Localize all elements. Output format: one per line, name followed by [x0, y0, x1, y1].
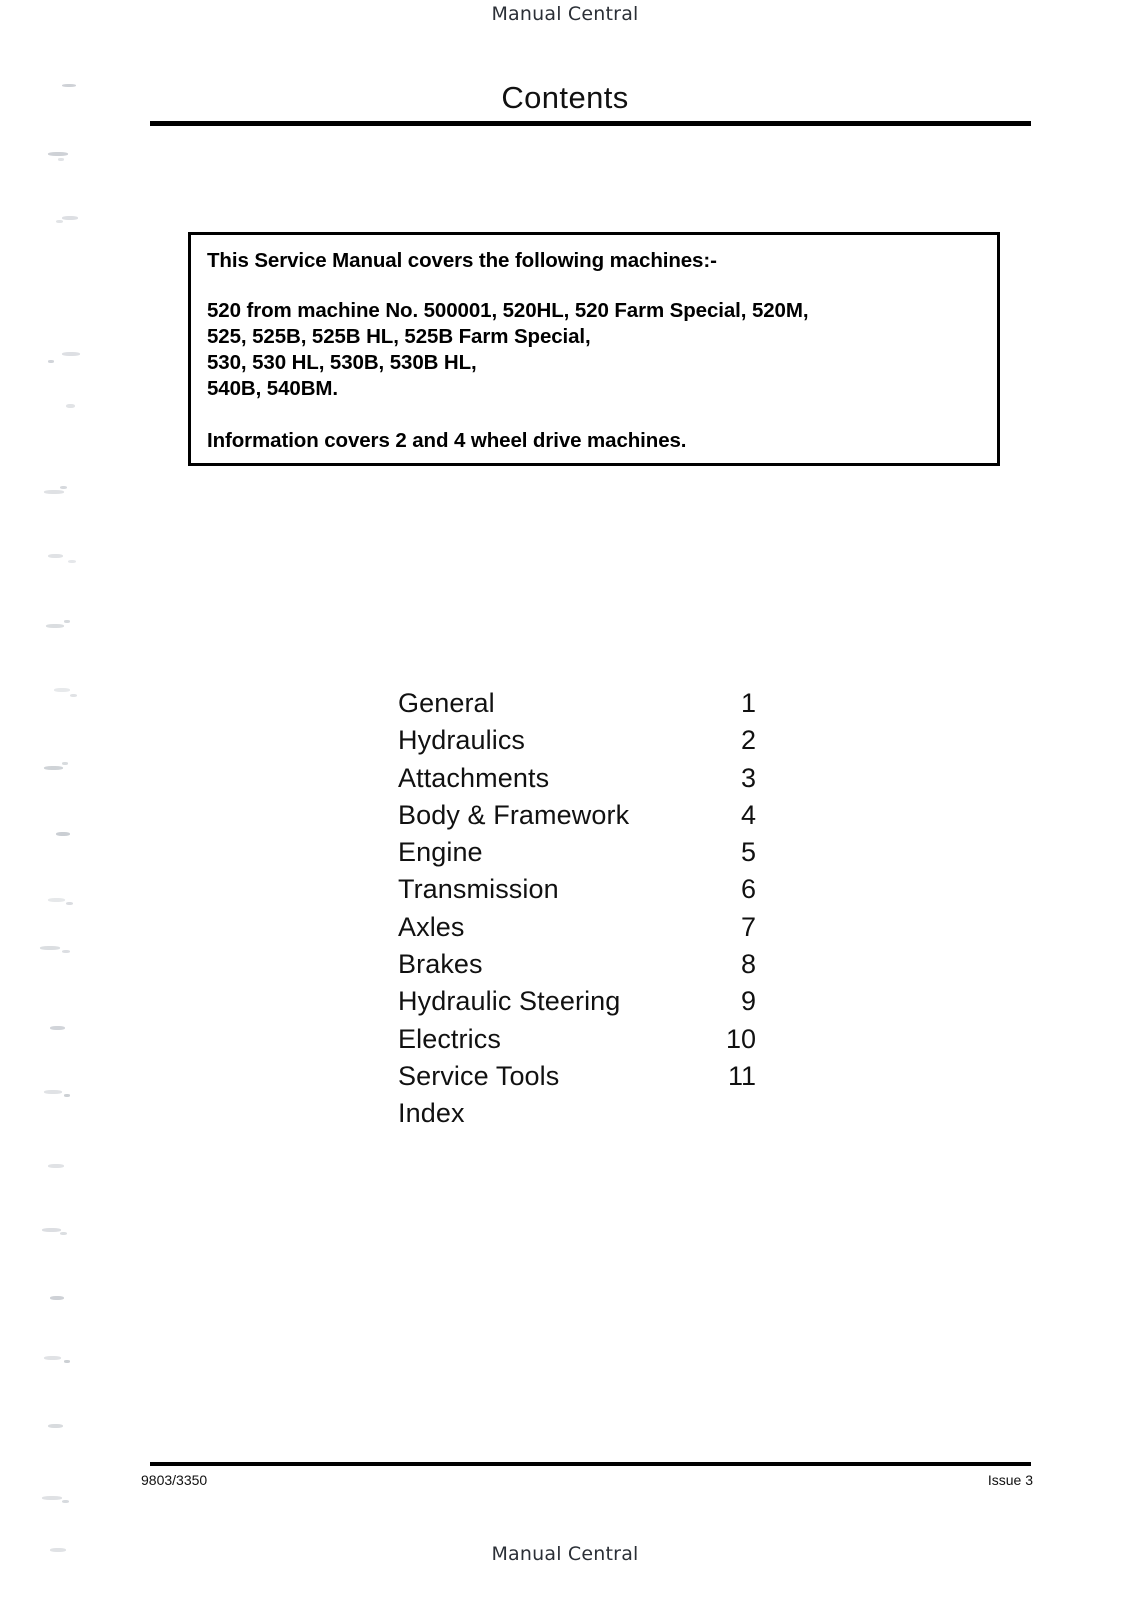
toc-entry-page: 1: [740, 688, 756, 718]
toc-entry-label: Axles: [398, 911, 465, 942]
toc-entry-page: 7: [740, 911, 756, 942]
scan-speckle: [64, 620, 70, 623]
toc-entry-label: General: [398, 688, 495, 718]
scan-speckle: [58, 158, 64, 161]
scan-speckle: [60, 486, 67, 489]
scan-speckle: [62, 1500, 69, 1503]
scan-speckle: [54, 688, 70, 692]
scan-speckle: [44, 766, 63, 770]
scan-speckle: [48, 360, 54, 363]
toc-entry-hydraulic-steering[interactable]: [398, 986, 756, 1023]
toc-entry-body-framework[interactable]: [398, 800, 756, 837]
toc-entry-attachments[interactable]: [398, 763, 756, 800]
issue-number: Issue 3: [987, 1472, 1033, 1488]
toc-entry-label: Attachments: [398, 762, 550, 793]
scan-speckle: [50, 1296, 64, 1300]
toc-entry-page: 2: [740, 725, 756, 756]
scan-speckle: [42, 1496, 62, 1500]
toc-entry-page: 4: [740, 799, 756, 830]
scan-speckle: [70, 694, 77, 697]
toc-entry-page: 9: [740, 986, 756, 1017]
scan-speckle: [64, 1094, 70, 1097]
machines-model-line: 540B, 540BM.: [207, 377, 338, 400]
machines-box-heading: This Service Manual covers the following machines:-: [207, 249, 717, 272]
scan-artifacts: [0, 0, 150, 1600]
scan-speckle: [44, 1356, 61, 1360]
machines-model-line: 520 from machine No. 500001, 520HL, 520 Farm Special, 520M,: [207, 299, 809, 322]
scan-speckle: [62, 352, 80, 356]
toc-entry-label: Engine: [398, 837, 483, 868]
watermark-bottom: Manual Central: [491, 1543, 639, 1565]
scan-speckle: [40, 946, 60, 950]
toc-entry-hydraulics[interactable]: [398, 725, 756, 762]
table-of-contents: [398, 688, 756, 1136]
scan-speckle: [48, 1424, 63, 1428]
watermark-top: Manual Central: [491, 3, 639, 25]
scan-speckle: [42, 1228, 61, 1232]
scan-speckle: [66, 404, 75, 408]
scan-speckle: [48, 898, 65, 902]
toc-entry-index[interactable]: [398, 1098, 756, 1135]
toc-entry-page: 11: [727, 1060, 756, 1091]
toc-entry-page: 10: [725, 1023, 756, 1054]
scan-speckle: [44, 1090, 62, 1094]
toc-entry-engine[interactable]: [398, 837, 756, 874]
scan-speckle: [68, 560, 76, 563]
scan-speckle: [48, 152, 68, 156]
toc-entry-page: 5: [740, 837, 756, 868]
scan-speckle: [50, 1026, 65, 1030]
toc-entry-label: Brakes: [398, 949, 483, 980]
scan-speckle: [48, 554, 63, 558]
scan-speckle: [66, 902, 73, 905]
toc-entry-page: 3: [740, 762, 756, 793]
toc-entry-electrics[interactable]: [398, 1024, 756, 1061]
toc-entry-service-tools[interactable]: [398, 1061, 756, 1098]
toc-entry-label: Index: [398, 1098, 465, 1129]
scan-speckle: [48, 1164, 64, 1168]
scan-speckle: [62, 762, 68, 765]
page-title: Contents: [501, 80, 629, 115]
toc-entry-page: 8: [740, 949, 756, 980]
toc-entry-page: 6: [740, 874, 756, 905]
publication-number: 9803/3350: [141, 1472, 208, 1488]
toc-entry-label: Hydraulic Steering: [398, 986, 621, 1017]
scan-speckle: [64, 1360, 70, 1363]
toc-entry-label: Body & Framework: [398, 799, 630, 830]
machines-box-note: Information covers 2 and 4 wheel drive machines.: [207, 429, 687, 452]
scan-speckle: [44, 490, 64, 494]
machines-model-list: [207, 298, 997, 402]
scan-speckle: [56, 220, 63, 223]
toc-entry-axles[interactable]: [398, 912, 756, 949]
scan-speckle: [56, 832, 70, 836]
scan-speckle: [62, 216, 78, 220]
footer-rule: [150, 1462, 1031, 1466]
machines-model-line: 530, 530 HL, 530B, 530B HL,: [207, 351, 477, 374]
toc-entry-label: Service Tools: [398, 1060, 560, 1091]
toc-entry-label: Hydraulics: [398, 725, 526, 756]
toc-entry-brakes[interactable]: [398, 949, 756, 986]
header-rule: [150, 121, 1031, 126]
toc-entry-label: Transmission: [398, 874, 559, 905]
toc-entry-general[interactable]: [398, 688, 756, 725]
machines-model-line: 525, 525B, 525B HL, 525B Farm Special,: [207, 325, 591, 348]
scan-speckle: [46, 624, 64, 628]
toc-entry-transmission[interactable]: [398, 874, 756, 911]
scan-speckle: [62, 950, 70, 953]
scan-speckle: [60, 1232, 67, 1235]
machines-coverage-box: [188, 232, 1000, 466]
toc-entry-label: Electrics: [398, 1023, 501, 1054]
